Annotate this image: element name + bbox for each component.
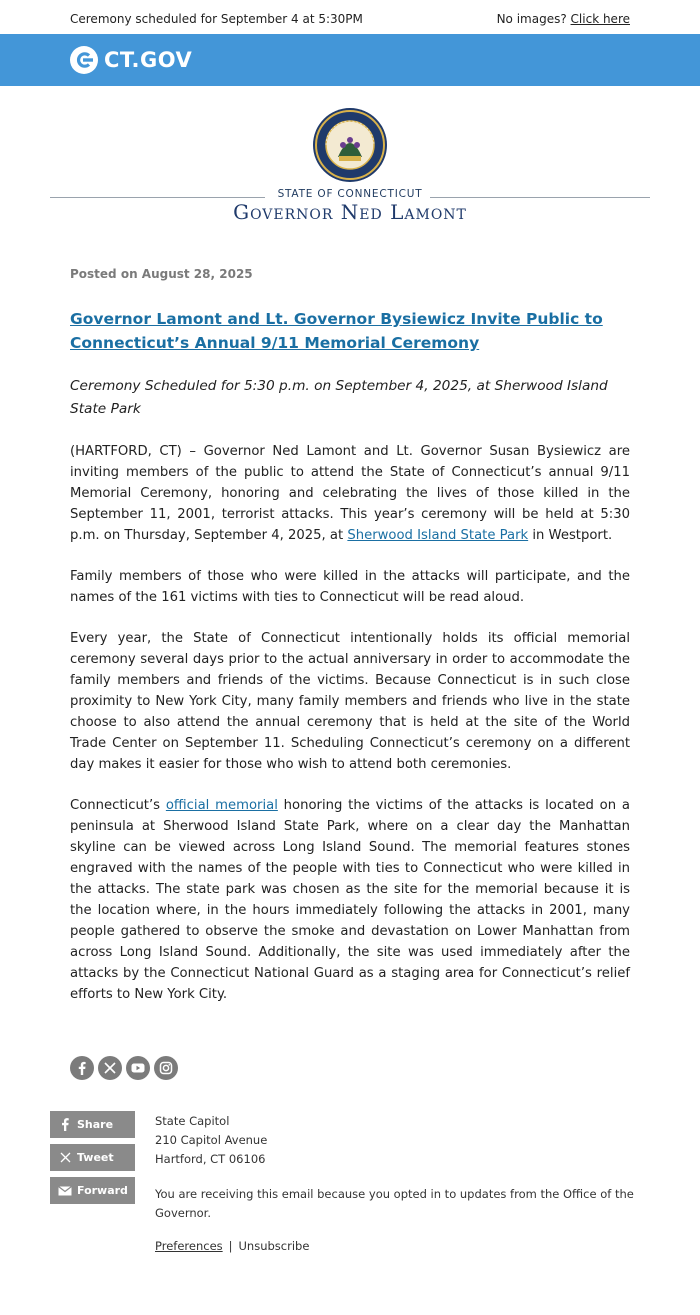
article-body (70, 266, 630, 1005)
paragraph-3: Every year, the State of Connecticut intentionally holds its official memorial ceremony several days prior to the actual anniversary in order to accommodate the family members and friends of the victims. Because Connecticut is in such close proximity to New York City, many family members and friends who live in the state choose to also attend the annual ceremony that is held at the site of the World Trade Center on September 11. Scheduling Connecticut’s ceremony on a different day makes it easier for those who wish to attend both ceremonies. (70, 631, 630, 772)
youtube-icon[interactable] (126, 1056, 150, 1080)
preferences-link[interactable]: Preferences (155, 1239, 223, 1253)
facebook-icon[interactable] (70, 1056, 94, 1080)
paragraph-2: Family members of those who were killed in the attacks will participate, and the names of the 161 victims with ties to Connecticut will be read aloud. (70, 569, 630, 605)
paragraph-1-text-a: (HARTFORD, CT) – Governor Ned Lamont and Lt. Governor Susan Bysiewicz are inviting members of the public to attend the State of Connecticut’s annual 9/11 Memorial Ceremony, honoring and celebrating the lives of those killed in the September 11, 2001, terrorist attacks. This year’s ceremony will be held at 5:30 p.m. on Thursday, September 4, 2025, at (70, 444, 630, 543)
forward-button[interactable] (50, 1177, 135, 1204)
headline (70, 307, 630, 355)
posted-date: Posted on August 28, 2025 (70, 267, 253, 281)
paragraph-1-text-b: in Westport. (528, 528, 613, 543)
envelope-icon (58, 1186, 72, 1196)
no-images-label: No images? (496, 12, 567, 26)
preheader-text: Ceremony scheduled for September 4 at 5:30PM (70, 12, 363, 26)
paragraph-4 (70, 795, 630, 1005)
footer-links (155, 1237, 635, 1256)
address-line-1: State Capitol (155, 1114, 230, 1128)
instagram-icon[interactable] (154, 1056, 178, 1080)
x-small-icon (58, 1152, 72, 1163)
governor-seal (312, 107, 388, 183)
governor-name: Governor Ned Lamont (233, 200, 467, 224)
unsubscribe-link[interactable]: Unsubscribe (238, 1239, 310, 1253)
forward-button-label: Forward (77, 1184, 128, 1197)
paragraph-4-text-b: honoring the victims of the attacks is located on a peninsula at Sherwood Island State Park, where on a clear day the Manhattan skyline can be viewed across Long Island Sound. The memorial features stones engraved with the names of the people with ties to Connecticut who were killed in the attacks. The state park was chosen as the site for the memorial because it is the location where, in the hours immediately following the attacks in 2001, many people gathered to observe the smoke and devastation on Lower Manhattan from across Long Island Sound. Additionally, the site was used immediately after the attacks by the Connecticut National Guard as a staging area for Connecticut’s relief efforts to New York City. (70, 798, 630, 1002)
opt-in-notice: You are receiving this email because you opted in to updates from the Office of the Governor. (155, 1187, 634, 1220)
link-separator: | (228, 1239, 233, 1253)
headline-link[interactable]: Governor Lamont and Lt. Governor Bysiewicz Invite Public to Connecticut’s Annual 9/11 Memorial Ceremony (70, 310, 603, 352)
share-button[interactable] (50, 1111, 135, 1138)
paragraph-1 (70, 441, 630, 546)
preheader (0, 0, 700, 34)
official-memorial-link[interactable]: official memorial (165, 798, 278, 813)
facebook-small-icon (58, 1118, 72, 1131)
tweet-button[interactable] (50, 1144, 135, 1171)
paragraph-4-text-a: Connecticut’s (70, 798, 166, 813)
x-icon[interactable] (98, 1056, 122, 1080)
footer (155, 1112, 635, 1256)
state-seal-icon (312, 107, 388, 183)
state-label: STATE OF CONNECTICUT (277, 188, 423, 200)
subheadline: Ceremony Scheduled for 5:30 p.m. on September 4, 2025, at Sherwood Island State Park (70, 378, 608, 417)
ct-gov-logo[interactable] (70, 46, 192, 74)
sherwood-island-link[interactable]: Sherwood Island State Park (347, 528, 529, 543)
no-images-notice (497, 12, 630, 26)
ct-logo-icon (70, 46, 98, 74)
tweet-button-label: Tweet (77, 1151, 114, 1164)
mailing-address (155, 1112, 635, 1169)
social-links (70, 1056, 178, 1080)
address-line-2: 210 Capitol Avenue (155, 1133, 268, 1147)
ct-gov-logo-text: CT.GOV (104, 48, 193, 72)
click-here-link[interactable]: Click here (570, 12, 630, 26)
ct-gov-banner (0, 34, 700, 86)
share-button-label: Share (77, 1118, 114, 1131)
address-line-3: Hartford, CT 06106 (155, 1152, 266, 1166)
share-buttons (50, 1111, 135, 1210)
